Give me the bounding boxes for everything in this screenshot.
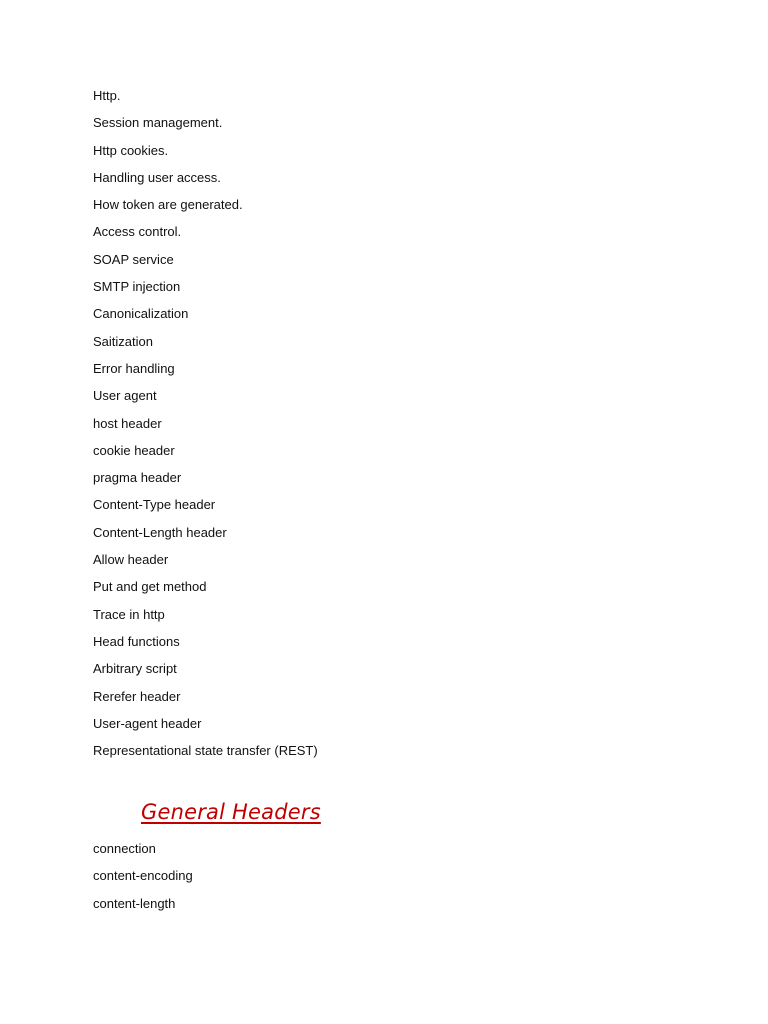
- topic-item: Handling user access.: [93, 169, 221, 185]
- topic-item: Error handling: [93, 360, 175, 376]
- topic-item: SOAP service: [93, 251, 174, 267]
- topic-item: Content-Type header: [93, 497, 216, 513]
- topic-item: Put and get method: [93, 579, 207, 595]
- topic-item: Representational state transfer (REST): [93, 743, 318, 759]
- general-headers-list: [93, 839, 193, 921]
- topic-item: SMTP injection: [93, 279, 181, 295]
- topic-item: Canonicalization: [93, 306, 189, 322]
- header-item: content-encoding: [93, 868, 193, 884]
- topic-item: Access control.: [93, 224, 182, 240]
- topic-item: Saitization: [93, 333, 153, 349]
- header-item: content-length: [93, 895, 176, 911]
- topic-item: Session management.: [93, 115, 223, 131]
- general-headers-heading: General Headers: [141, 800, 321, 824]
- topic-item: Arbitrary script: [93, 661, 177, 677]
- topic-item: User-agent header: [93, 715, 202, 731]
- topic-item: Http.: [93, 88, 121, 103]
- topic-item: Content-Length header: [93, 524, 227, 540]
- topic-item: cookie header: [93, 442, 175, 458]
- topic-item: Head functions: [93, 633, 180, 649]
- topic-item: pragma header: [93, 470, 182, 486]
- topic-item: Rerefer header: [93, 688, 181, 704]
- header-item: connection: [93, 841, 156, 856]
- topic-item: User agent: [93, 388, 157, 404]
- topic-item: host header: [93, 415, 162, 431]
- topic-item: Allow header: [93, 552, 169, 568]
- topic-item: Http cookies.: [93, 142, 169, 158]
- topic-item: How token are generated.: [93, 197, 243, 213]
- topic-list: [93, 86, 318, 768]
- topic-item: Trace in http: [93, 606, 165, 622]
